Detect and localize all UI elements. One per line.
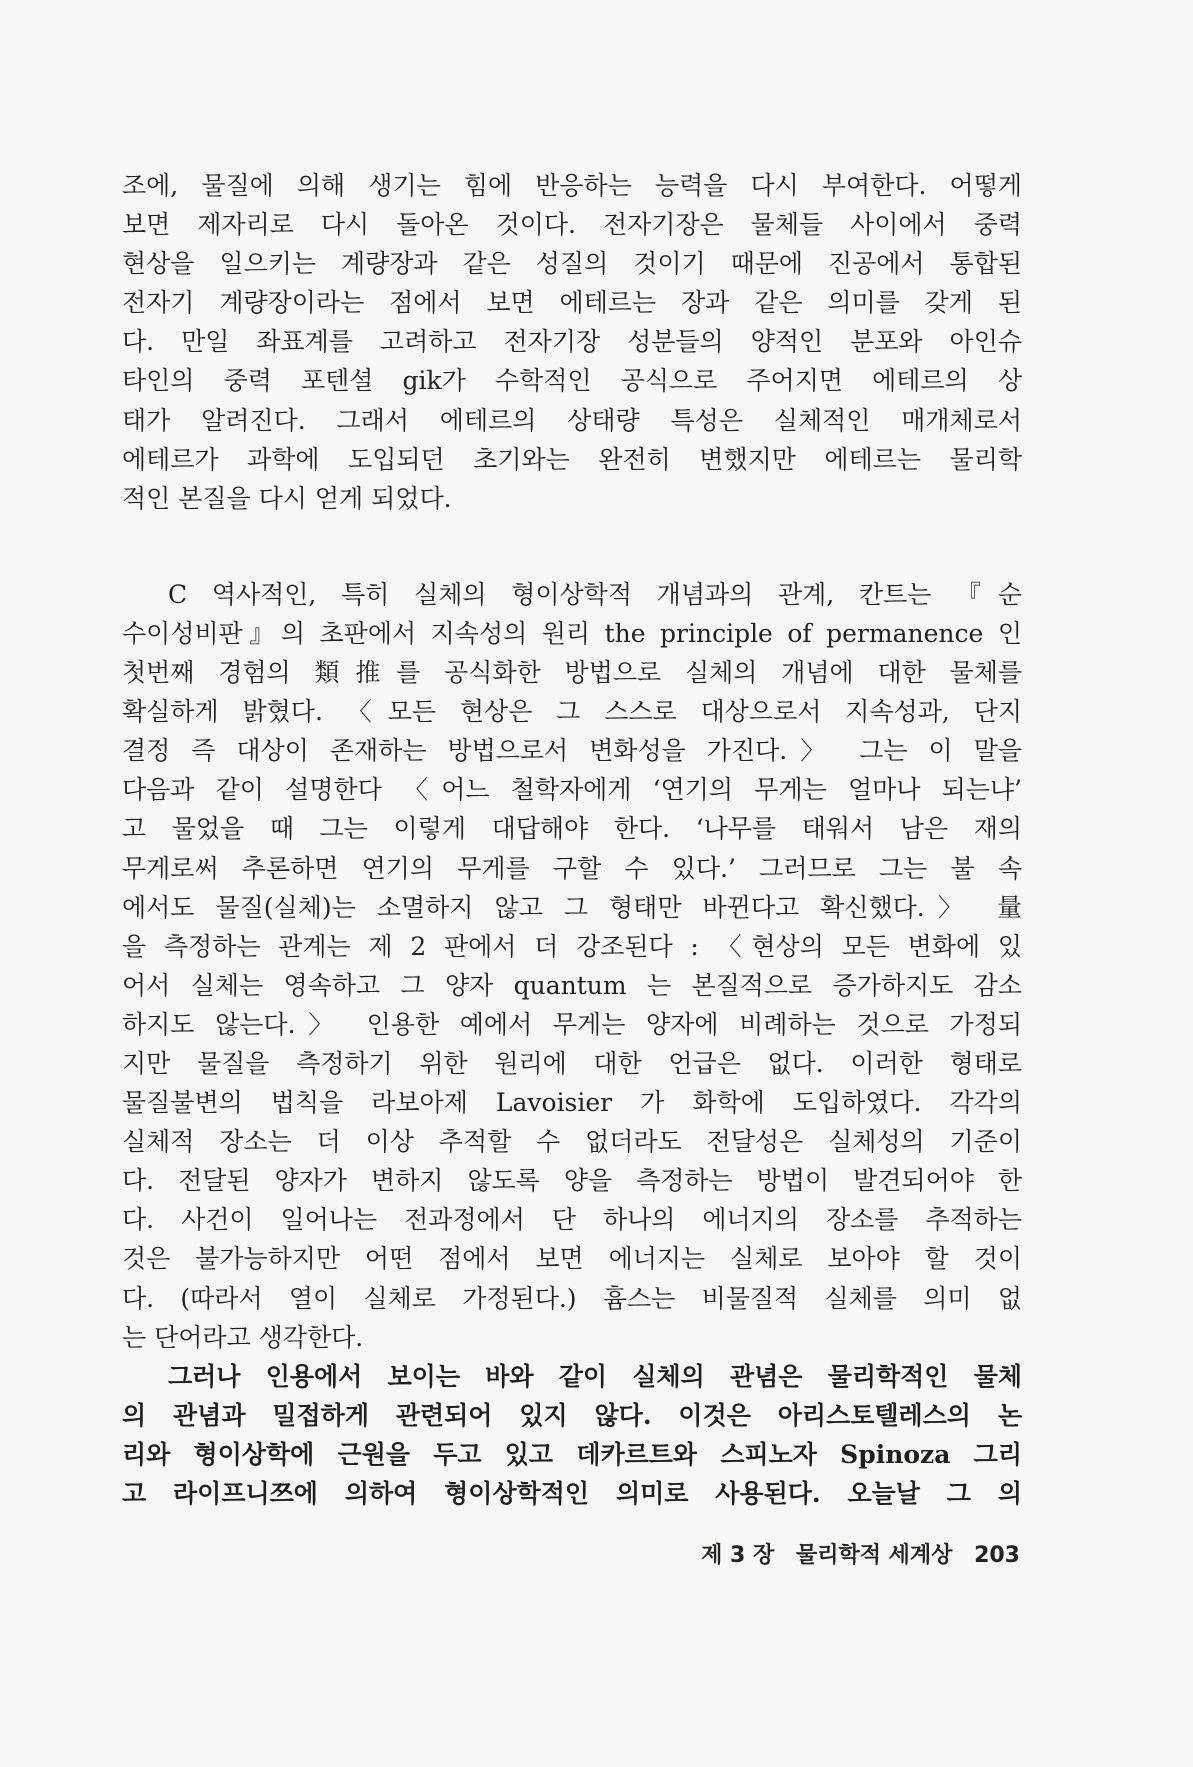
- chapter-title: 물리학적 세계상: [795, 1543, 953, 1568]
- text-line: 어서 실체는 영속하고 그 양자 quantum 는 본질적으로 증가하지도 감소: [122, 970, 1022, 1000]
- body-text: [122, 166, 1022, 1513]
- text-line: 전자기 계량장이라는 점에서 보면 에테르는 장과 같은 의미를 갖게 된: [122, 288, 1022, 318]
- text-line: 고 라이프니쯔에 의하여 형이상학적인 의미로 사용된다. 오늘날 그 의: [122, 1479, 1022, 1508]
- text-line: 지만 물질을 측정하기 위한 원리에 대한 언급은 없다. 이러한 형태로: [122, 1048, 1022, 1078]
- text-line: 고 물었을 때 그는 이렇게 대답해야 한다. ‘나무를 태워서 남은 재의: [122, 814, 1022, 844]
- page-footer: [600, 1538, 1020, 1569]
- text-line: 다음과 같이 설명한다 〈어느 철학자에게 ‘연기의 무게는 얼마나 되는냐’: [122, 775, 1022, 805]
- text-line: 적인 본질을 다시 얻게 되었다.: [122, 483, 452, 513]
- text-line: 그러나 인용에서 보이는 바와 같이 실체의 관념은 물리학적인 물체: [168, 1361, 1022, 1391]
- text-line: 다. 만일 좌표계를 고려하고 전자기장 성분들의 양적인 분포와 아인슈: [122, 327, 1022, 357]
- paragraph-3: [122, 1357, 1022, 1513]
- text-line: 첫번째 경험의 類推를 공식화한 방법으로 실체의 개념에 대한 물체를: [122, 658, 1022, 688]
- text-line: 현상을 일으키는 계량장과 같은 성질의 것이기 때문에 진공에서 통합된: [122, 249, 1022, 279]
- text-line: 다. 사건이 일어나는 전과정에서 단 하나의 에너지의 장소를 추적하는: [122, 1205, 1022, 1235]
- text-line: 의 관념과 밀접하게 관련되어 있지 않다. 이것은 아리스토텔레스의 논: [122, 1400, 1022, 1430]
- text-line: 는 단어라고 생각한다.: [122, 1322, 364, 1352]
- text-line: 결정 즉 대상이 존재하는 방법으로서 변화성을 가진다.〉 그는 이 말을: [122, 736, 1022, 766]
- text-line: 하지도 않는다.〉 인용한 예에서 무게는 양자에 비례하는 것으로 가정되: [122, 1009, 1022, 1039]
- page-number: 203: [974, 1543, 1020, 1568]
- text-line: 보면 제자리로 다시 돌아온 것이다. 전자기장은 물체들 사이에서 중력: [122, 210, 1022, 240]
- text-line: 을 측정하는 관계는 제 2 판에서 더 강조된다 : 〈현상의 모든 변화에 있: [122, 931, 1022, 961]
- paragraph-1: [122, 166, 1022, 518]
- text-line: 태가 알려진다. 그래서 에테르의 상태량 특성은 실체적인 매개체로서: [122, 405, 1022, 435]
- text-line: 수이성비판』의 초판에서 지속성의 원리 the principle of permanence 인: [122, 618, 1022, 648]
- text-line: 물질불변의 법칙을 라보아제 Lavoisier 가 화학에 도입하였다. 각각의: [122, 1088, 1022, 1118]
- text-line: 무게로써 추론하면 연기의 무게를 구할 수 있다.’ 그러므로 그는 불 속: [122, 853, 1022, 883]
- text-line: 조에, 물질에 의해 생기는 힘에 반응하는 능력을 다시 부여한다. 어떻게: [122, 171, 1022, 200]
- text-line: 다. 전달된 양자가 변하지 않도록 양을 측정하는 방법이 발견되어야 한: [122, 1166, 1022, 1196]
- text-line: 에테르가 과학에 도입되던 초기와는 완전히 변했지만 에테르는 물리학: [122, 444, 1022, 474]
- text-line: 실체적 장소는 더 이상 추적할 수 없더라도 전달성은 실체성의 기준이: [122, 1127, 1022, 1157]
- text-line: 리와 형이상학에 근원을 두고 있고 데카르트와 스피노자 Spinoza 그리: [122, 1439, 1022, 1469]
- text-line: 타인의 중력 포텐셜 gik가 수학적인 공식으로 주어지면 에테르의 상: [122, 366, 1022, 396]
- text-line: C 역사적인, 특히 실체의 형이상학적 개념과의 관계, 칸트는 『순: [168, 579, 1022, 609]
- text-line: 에서도 물질(실체)는 소멸하지 않고 그 형태만 바뀐다고 확신했다.〉 量: [122, 892, 1022, 922]
- text-line: 것은 불가능하지만 어떤 점에서 보면 에너지는 실체로 보아야 할 것이: [122, 1244, 1022, 1274]
- text-line: 확실하게 밝혔다. 〈모든 현상은 그 스스로 대상으로서 지속성과, 단지: [122, 697, 1022, 727]
- chapter-label: 제 3 장: [701, 1543, 775, 1568]
- text-line: 다. (따라서 열이 실체로 가정된다.) 흄스는 비물질적 실체를 의미 없: [122, 1283, 1022, 1313]
- paragraph-spacer: [122, 518, 1022, 575]
- paragraph-2: [122, 575, 1022, 1357]
